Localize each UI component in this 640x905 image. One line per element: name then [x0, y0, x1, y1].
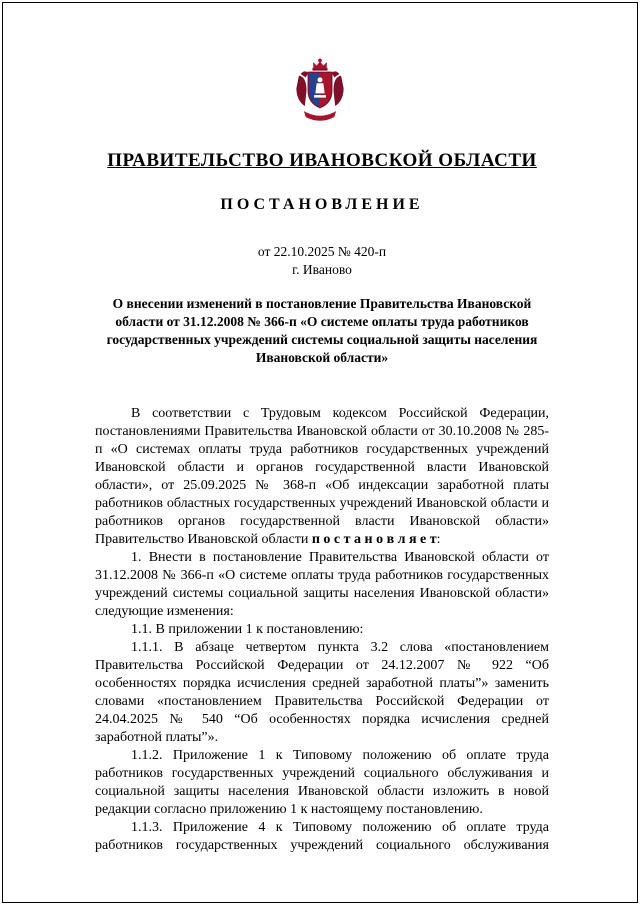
body-paragraph-2: 1. Внести в постановление Правительства Ивановской области от 31.12.2008 № 366-п «О системе оплаты труда работников государственных учреждений системы социальной защиты населения Ивановской области» следующие изменения:: [95, 550, 549, 620]
ivanovo-coat-of-arms: [293, 57, 347, 128]
city-line: г. Иваново: [292, 262, 352, 278]
date-number-line: от 22.10.2025 № 420-п: [257, 244, 387, 260]
paragraph-text: В соответствии с Трудовым кодексом Российской Федерации, постановлениями Правительства Ивановской области от 30.10.2008 № 285-п «О системах оплаты труда работников государственных учреждений Ивановской области и органов государственной власти Ивановской области», от 25.09.2025 № 368-п «Об индексации заработной платы работников областных государственных учреждений Ивановской области и работников органов государственной власти Ивановской области» Правительство Ивановской области: [95, 406, 549, 548]
subject-title: О внесении изменений в постановление Правительства Ивановской области от 31.12.2008 № 366-п «О системе оплаты труда работников государственных учреждений системы социальной защиты населения Ивановской области»: [106, 296, 538, 366]
paragraph-text: :: [436, 532, 441, 548]
body-paragraph-5: 1.1.2. Приложение 1 к Типовому положению об оплате труда работников государственных учреждений социального обслуживания и социальной защиты населения Ивановской области изложить в новой редакции согласно приложению 1 к настоящему постановлению.: [95, 748, 549, 818]
resolves-keyword: п о с т а н о в л я е т: [311, 532, 437, 548]
document-type-title: ПОСТАНОВЛЕНИЕ: [220, 195, 424, 213]
body-paragraph-1: [95, 405, 549, 549]
body-paragraph-4: 1.1.1. В абзаце четвертом пункта 3.2 слова «постановлением Правительства Российской Федерации от 24.12.2007 № 922 “Об особенностях порядка исчисления средней заработной платы”» заменить словами «постановлением Правительства Российской Федерации от 24.04.2025 № 540 “Об особенностях порядка исчисления средней заработной платы”».: [95, 640, 549, 746]
body-paragraph-6: 1.1.3. Приложение 4 к Типовому положению об оплате труда работников государственных учреждений социального обслуживания: [95, 820, 549, 854]
authority-title: ПРАВИТЕЛЬСТВО ИВАНОВСКОЙ ОБЛАСТИ: [107, 150, 537, 171]
coat-of-arms-icon: [293, 57, 347, 123]
document-page: [2, 2, 638, 903]
document-body: [95, 405, 549, 855]
body-paragraph-3: 1.1. В приложении 1 к постановлению:: [131, 622, 364, 638]
document-content: [3, 150, 637, 855]
